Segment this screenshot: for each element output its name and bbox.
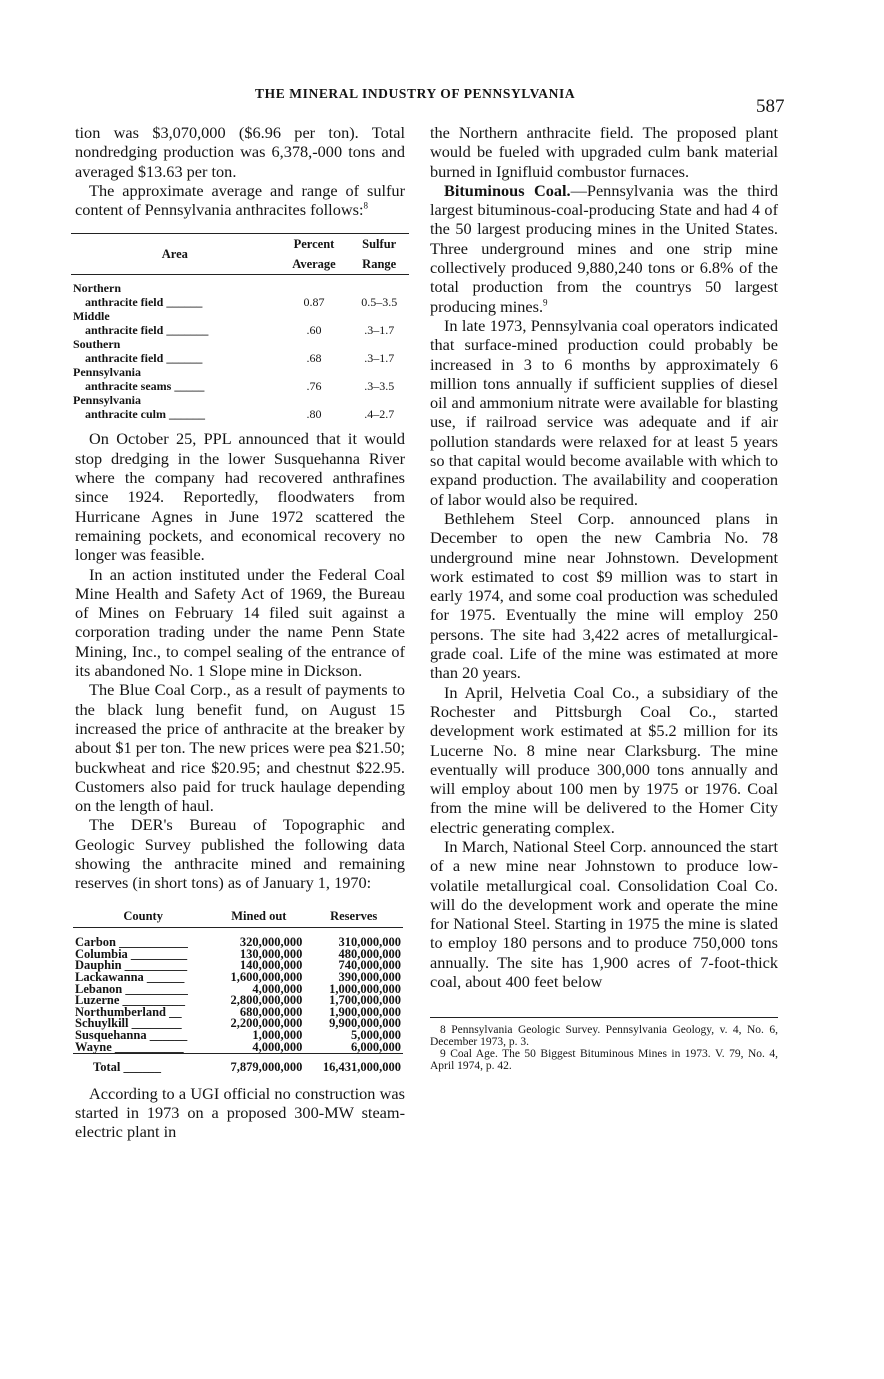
paragraph: According to a UGI official no construction was started in 1973 on a proposed 300-MW steam-electric plant in xyxy=(75,1083,405,1142)
area-sub: anthracite seams _____ xyxy=(85,379,205,394)
county-cell: Wayne ___________ xyxy=(75,1039,184,1054)
reserves-cell: 390,000,000 xyxy=(338,969,401,984)
reserves-cell: 1,900,000,000 xyxy=(329,1004,401,1019)
right-column xyxy=(430,123,778,1072)
mined-cell: 130,000,000 xyxy=(239,946,303,961)
footnote-ref: 8 xyxy=(363,200,368,211)
mined-cell: 1,600,000,000 xyxy=(230,969,303,984)
paragraph: In late 1973, Pennsylvania coal operators indicated that surface-mined production could probably be increased in 3 to 6 months by approximately 6 million tons annually if sufficient supplies of diesel oil and ammonium nitrate were available for blasting use, if railroad service was adequate and if air pollution standards were relaxed for at least 5 years so that capital would become available with which to expand production. The availability and cooperation of labor would also be required. xyxy=(430,315,778,509)
total-label: Total ______ xyxy=(73,1054,213,1074)
table-header-county: County xyxy=(73,909,213,928)
mined-cell: 320,000,000 xyxy=(239,935,303,950)
table-header-reserves: Reserves xyxy=(304,909,403,928)
reserves-cell: 1,700,000,000 xyxy=(329,993,401,1008)
county-cell: Luzerne __________ xyxy=(75,993,186,1008)
page-number: 587 xyxy=(756,96,785,117)
mined-cell: 140,000,000 xyxy=(239,958,303,973)
table-row xyxy=(71,323,409,337)
total-reserves-cell: 16,431,000,000 xyxy=(304,1054,403,1074)
range-cell: .4–2.7 xyxy=(364,407,395,422)
average-cell: 0.87 xyxy=(303,295,325,310)
paragraph: Bethlehem Steel Corp. announced plans in December to open the new Cambria No. 78 underground mine near Johnstown. Development work estimated to cost $9 million was to start in early 1974, and some coal production was scheduled for 1975. Eventually the mine will employ 250 persons. The site had 3,422 acres of metallurgical-grade coal. Life of the mine was estimated at more than 20 years. xyxy=(430,508,778,683)
paragraph xyxy=(75,181,405,220)
mined-cell: 1,000,000 xyxy=(252,1027,303,1042)
range-cell: .3–1.7 xyxy=(364,323,395,338)
paragraph: In April, Helvetia Coal Co., a subsidiary of the Rochester and Pittsburgh Coal Co., started development work estimated at $5.2 million for its Lucerne No. 8 mine near Clarksburg. The mine eventually will produce 300,000 tons annually and will employ about 100 men by 1975 or 1976. Coal from the mine will be delivered to the Homer City electric generating complex. xyxy=(430,682,778,837)
county-cell: Susquehanna ______ xyxy=(75,1027,188,1042)
range-cell: 0.5–3.5 xyxy=(361,295,398,310)
paragraph: tion was $3,070,000 ($6.96 per ton). Total nondredging production was 6,378,-000 tons and averaged $13.63 per ton. xyxy=(75,123,405,181)
section-heading: Bituminous Coal. xyxy=(444,180,571,200)
reserves-cell: 5,000,000 xyxy=(351,1027,401,1042)
area-name: Southern xyxy=(73,337,121,352)
total-row xyxy=(73,1054,403,1074)
table-header-percent: Percent xyxy=(279,234,350,255)
mined-cell: 4,000,000 xyxy=(252,1039,303,1054)
average-cell: .76 xyxy=(306,379,322,394)
table-row xyxy=(71,295,409,309)
area-name: Pennsylvania xyxy=(73,365,142,380)
mined-cell: 680,000,000 xyxy=(239,1004,303,1019)
county-cell: Schuylkill ________ xyxy=(75,1016,182,1031)
area-sub: anthracite field ______ xyxy=(85,295,203,310)
reserves-cell: 740,000,000 xyxy=(338,958,401,973)
mined-cell: 4,000,000 xyxy=(252,981,303,996)
area-sub: anthracite field _______ xyxy=(85,323,209,338)
table-row xyxy=(71,351,409,365)
paragraph: In March, National Steel Corp. announced the start of a new mine near Johnstown to produce low-volatile metallurgical coal. Consolidation Coal Co. will do the development work and operate the mine for National Steel. Starting in 1975 the mine is slated to employ 180 persons and to produce 750,000 tons annually. The site has 1,900 acres of 7-foot-thick coal, about 400 feet below xyxy=(430,836,778,992)
county-cell: Columbia _________ xyxy=(75,946,188,961)
table-header-area: Area xyxy=(71,234,279,275)
paragraph-text: The approximate average and range of sulfur content of Pennsylvania anthracites follows: xyxy=(75,180,405,220)
left-column xyxy=(75,123,405,1142)
mined-cell: 2,200,000,000 xyxy=(230,1016,303,1031)
footnote: 9 Coal Age. The 50 Biggest Bituminous Mines in 1973. V. 79, No. 4, April 1974, p. 42. xyxy=(430,1048,778,1073)
average-cell: .68 xyxy=(306,351,322,366)
reserves-cell: 310,000,000 xyxy=(338,935,401,950)
county-cell: Lackawanna ______ xyxy=(75,969,185,984)
paragraph: The Blue Coal Corp., as a result of payments to the black lung benefit fund, on August 15 increased the price of anthracite at the breaker by about $1 per ton. The new prices were pea $21.50; buckwheat and rice $20.95; and chestnut $22.95. Customers also paid for truck haulage depending on the length of haul. xyxy=(75,680,405,816)
range-cell: .3–1.7 xyxy=(364,351,395,366)
paragraph: In an action instituted under the Federal Coal Mine Health and Safety Act of 1969, the Bureau of Mines on February 14 filed suit against a corporation trading under the name Penn State Mining, Inc., to compel sealing of the entrance of its abandoned No. 1 Slope mine in Dickson. xyxy=(75,564,405,681)
area-name: Middle xyxy=(73,309,110,324)
table-row xyxy=(73,928,403,949)
total-mined-cell: 7,879,000,000 xyxy=(213,1054,304,1074)
average-cell: .60 xyxy=(306,323,322,338)
paragraph xyxy=(430,181,778,316)
county-cell: Dauphin __________ xyxy=(75,958,188,973)
paragraph-text: —Pennsylvania was the third largest bituminous-coal-producing State and had 4 of the 50 largest producing mines in the United States. Three underground mines and one strip mine collectively produced 9,880,240 tons or 6.8% of the total production from the countrys 50 largest producing mines. xyxy=(430,180,778,316)
table-row xyxy=(73,1042,403,1054)
sulfur-content-table xyxy=(71,233,409,421)
reserves-cell: 6,000,000 xyxy=(351,1039,401,1054)
running-title: THE MINERAL INDUSTRY OF PENNSYLVANIA xyxy=(255,86,576,101)
anthracite-reserves-table xyxy=(73,909,403,1074)
table-header-average: Average xyxy=(279,254,350,275)
mined-cell: 2,800,000,000 xyxy=(230,993,303,1008)
county-cell: Lebanon __________ xyxy=(75,981,188,996)
area-sub: anthracite culm ______ xyxy=(85,407,205,422)
table-row xyxy=(71,407,409,421)
table-header-mined-out: Mined out xyxy=(213,909,304,928)
footnote-ref: 9 xyxy=(543,297,548,308)
table-row xyxy=(71,379,409,393)
paragraph: the Northern anthracite field. The proposed plant would be fueled with upgraded culm bank material burned in Ignifluid combustor furnaces. xyxy=(430,123,778,181)
area-name: Northern xyxy=(73,281,121,296)
paragraph: The DER's Bureau of Topographic and Geologic Survey published the following data showing the anthracite mined and remaining reserves (in short tons) as of January 1, 1970: xyxy=(75,815,405,893)
table-header-range: Range xyxy=(349,254,409,275)
county-cell: Carbon ___________ xyxy=(75,935,188,950)
footnotes xyxy=(430,1017,778,1072)
reserves-cell: 9,900,000,000 xyxy=(329,1016,401,1031)
area-name: Pennsylvania xyxy=(73,393,142,408)
average-cell: .80 xyxy=(306,407,322,422)
reserves-cell: 1,000,000,000 xyxy=(329,981,401,996)
reserves-cell: 480,000,000 xyxy=(338,946,401,961)
table-header-sulfur: Sulfur xyxy=(349,234,409,255)
range-cell: .3–3.5 xyxy=(364,379,395,394)
footnote: 8 Pennsylvania Geologic Survey. Pennsylvania Geology, v. 4, No. 6, December 1973, p. 3. xyxy=(430,1024,778,1049)
county-cell: Northumberland __ xyxy=(75,1004,182,1019)
area-sub: anthracite field ______ xyxy=(85,351,203,366)
paragraph: On October 25, PPL announced that it would stop dredging in the lower Susquehanna River where the company had recovered anthrafines since 1924. Reportedly, floodwaters from Hurricane Agnes in June 1972 scattered the remaining pockets, and economical recovery no longer was feasible. xyxy=(75,429,405,565)
